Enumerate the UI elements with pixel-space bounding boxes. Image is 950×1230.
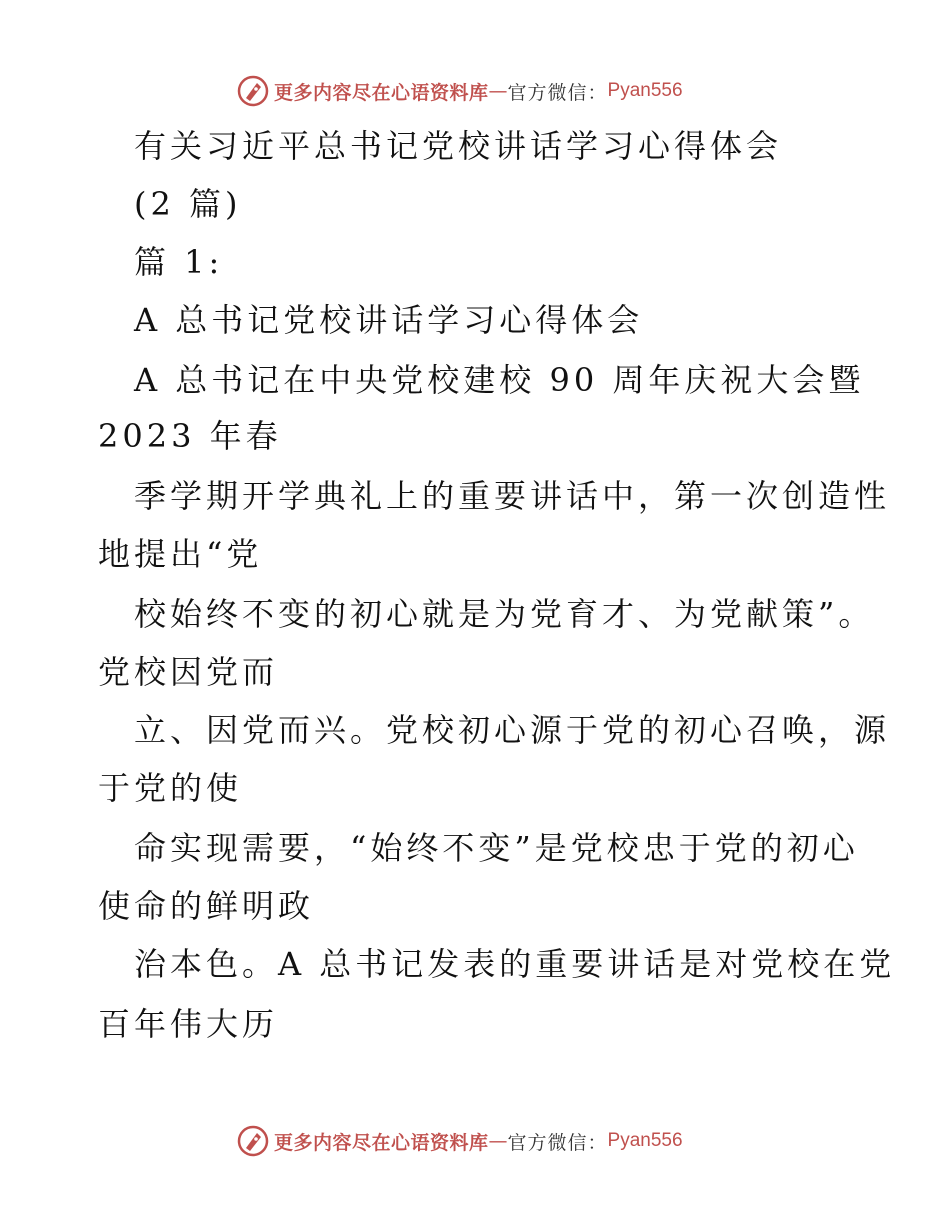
watermark-separator: — xyxy=(488,1130,508,1152)
watermark-label: 官方微信： xyxy=(507,81,608,104)
text-line: 立、因党而兴。党校初心源于党的初心召唤，源 xyxy=(134,711,891,749)
text-line: 季学期开学典礼上的重要讲话中，第一次创造性 xyxy=(134,477,891,515)
text-line: 2023 年春 xyxy=(98,417,282,455)
pen-nib-logo-icon xyxy=(236,1124,270,1158)
text-line: 命实现需要，“始终不变”是党校忠于党的初心 xyxy=(134,829,859,867)
section-heading: 篇 1: xyxy=(134,243,224,281)
watermark-label: 官方微信： xyxy=(507,1131,608,1154)
text-line: 校始终不变的初心就是为党育才、为党献策”。 xyxy=(134,595,875,633)
text-line: 百年伟大历 xyxy=(98,1005,279,1043)
text-line: A 总书记在中央党校建校 90 周年庆祝大会暨 xyxy=(134,361,865,399)
header-watermark xyxy=(236,74,683,108)
watermark-account: Pyan556 xyxy=(607,80,683,101)
watermark-separator: — xyxy=(488,80,508,102)
document-subtitle: (2 篇) xyxy=(134,185,242,223)
text-line: A 总书记党校讲话学习心得体会 xyxy=(134,301,644,339)
watermark-brand: 更多内容尽在心语资料库 xyxy=(274,1131,489,1154)
document-title: 有关习近平总书记党校讲话学习心得体会 xyxy=(134,127,783,165)
pen-nib-logo-icon xyxy=(236,74,270,108)
footer-watermark xyxy=(236,1124,683,1158)
text-line: 治本色。A 总书记发表的重要讲话是对党校在党 xyxy=(134,945,896,983)
watermark-account: Pyan556 xyxy=(607,1130,683,1151)
text-line: 使命的鲜明政 xyxy=(98,887,315,925)
text-line: 于党的使 xyxy=(98,769,243,807)
text-line: 地提出“党 xyxy=(98,535,263,573)
watermark-brand: 更多内容尽在心语资料库 xyxy=(274,81,489,104)
text-line: 党校因党而 xyxy=(98,653,279,691)
